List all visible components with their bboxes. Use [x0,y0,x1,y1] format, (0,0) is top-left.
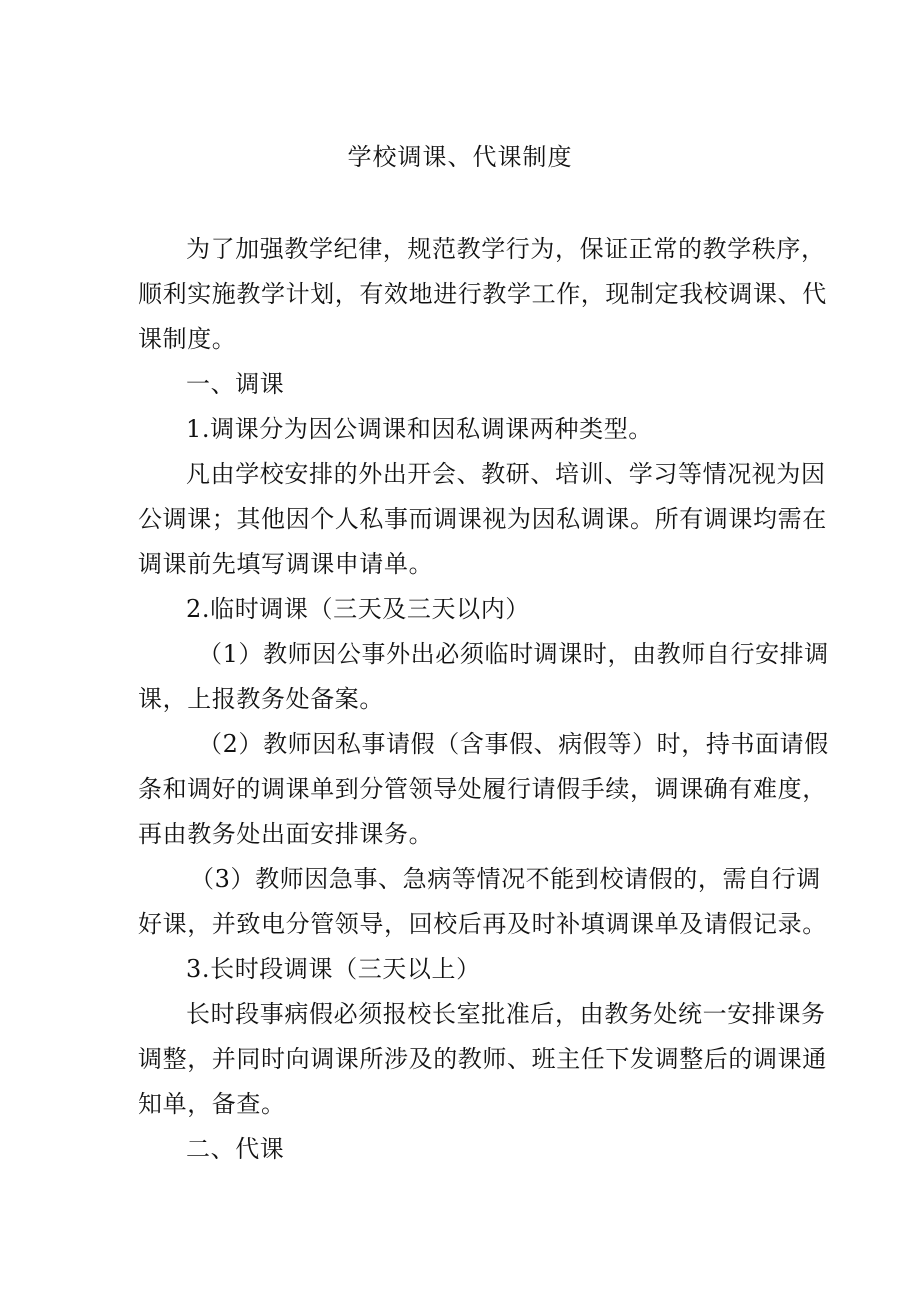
paragraph-item-1-line-2: 公调课；其他因个人私事而调课视为因私调课。所有调课均需在 [138,505,827,533]
paragraph-item-1-line-3: 调课前先填写调课申请单。 [138,550,434,578]
section-heading-substitute: 二、代课 [186,1135,285,1163]
subitem-2-line-1: （2）教师因私事请假（含事假、病假等）时，持书面请假 [198,730,829,758]
paragraph-item-3-line-2: 调整，并同时向调课所涉及的教师、班主任下发调整后的调课通 [138,1045,827,1073]
document-title: 学校调课、代课制度 [347,143,573,171]
item-2-heading: 2.临时调课（三天及三天以内） [186,595,530,623]
paragraph-item-3-line-3: 知单，备查。 [138,1090,286,1118]
paragraph-intro-line-1: 为了加强教学纪律，规范教学行为，保证正常的教学秩序， [186,235,826,263]
paragraph-item-1-line-1: 凡由学校安排的外出开会、教研、培训、学习等情况视为因 [186,460,826,488]
item-1-heading: 1.调课分为因公调课和因私调课两种类型。 [186,415,653,443]
subitem-1-line-2: 课，上报教务处备案。 [138,685,384,713]
paragraph-intro-line-3: 课制度。 [138,325,237,353]
paragraph-item-3-line-1: 长时段事病假必须报校长室批准后，由教务处统一安排课务 [186,1000,826,1028]
section-heading-adjust: 一、调课 [186,370,285,398]
paragraph-intro-line-2: 顺利实施教学计划，有效地进行教学工作，现制定我校调课、代 [138,280,827,308]
subitem-3-line-1: （3）教师因急事、急病等情况不能到校请假的，需自行调 [190,865,821,893]
item-3-heading: 3.长时段调课（三天以上） [186,955,481,983]
subitem-2-line-2: 条和调好的调课单到分管领导处履行请假手续，调课确有难度， [138,775,827,803]
subitem-3-line-2: 好课，并致电分管领导，回校后再及时补填调课单及请假记录。 [138,910,827,938]
subitem-1-line-1: （1）教师因公事外出必须临时调课时，由教师自行安排调 [198,640,829,668]
subitem-2-line-3: 再由教务处出面安排课务。 [138,820,434,848]
